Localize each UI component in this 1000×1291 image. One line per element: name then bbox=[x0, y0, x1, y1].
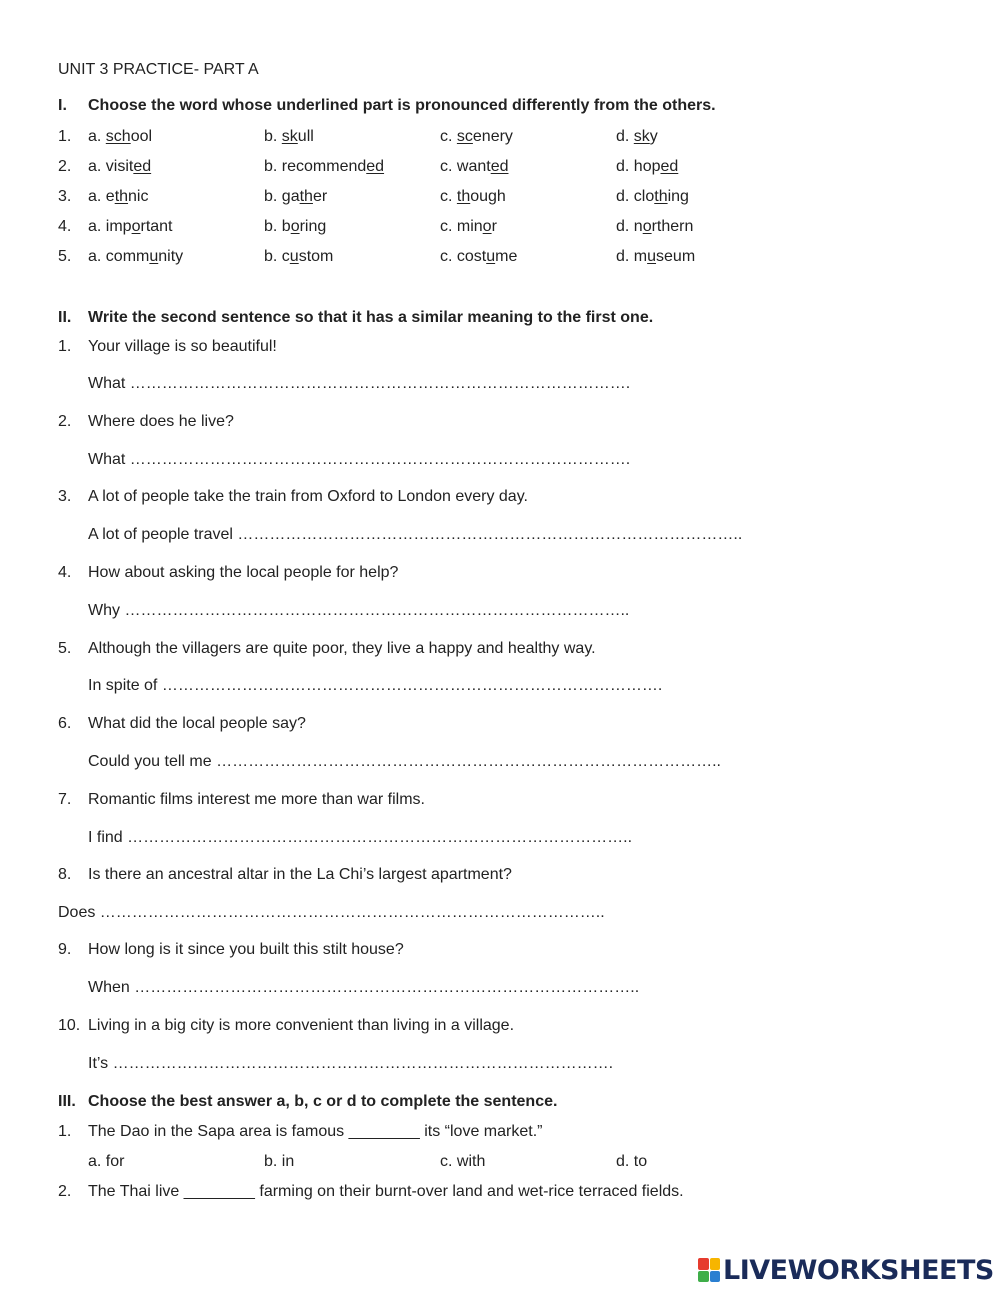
s1-q5-option-a[interactable]: a. community bbox=[88, 248, 184, 265]
s1-q1-option-b[interactable]: b. skull bbox=[264, 128, 314, 145]
worksheet-title: UNIT 3 PRACTICE- PART A bbox=[58, 61, 259, 78]
s1-q4-option-c[interactable]: c. minor bbox=[440, 218, 497, 235]
s1-q2-option-c[interactable]: c. wanted bbox=[440, 158, 509, 175]
s2-q6-answer-line[interactable]: Could you tell me ………………………………………………………………………………….. bbox=[88, 753, 721, 770]
s2-q6-number: 6. bbox=[58, 715, 72, 732]
s2-q9-answer-line[interactable]: When ………………………………………………………………………………….. bbox=[88, 979, 640, 996]
s1-q5-number: 5. bbox=[58, 248, 72, 265]
underlined-part: ed bbox=[366, 158, 385, 175]
s3-q1-text: The Dao in the Sapa area is famous ________ its “love market.” bbox=[88, 1123, 543, 1140]
s1-q5-option-c[interactable]: c. costume bbox=[440, 248, 518, 265]
underlined-part: o bbox=[642, 218, 652, 235]
s3-q2-text: The Thai live ________ farming on their burnt-over land and wet-rice terraced fields. bbox=[88, 1183, 684, 1200]
s2-q7-number: 7. bbox=[58, 791, 72, 808]
s2-q2-number: 2. bbox=[58, 413, 72, 430]
underlined-part: sch bbox=[105, 128, 131, 145]
s2-q3-prompt: A lot of people take the train from Oxford to London every day. bbox=[88, 488, 528, 505]
s2-q10-answer-line[interactable]: It’s …………………………………………………………………………………. bbox=[88, 1055, 614, 1072]
s1-q4-number: 4. bbox=[58, 218, 72, 235]
s2-q4-answer-line[interactable]: Why ………………………………………………………………………………….. bbox=[88, 602, 630, 619]
s2-q8-prompt: Is there an ancestral altar in the La Chi’s largest apartment? bbox=[88, 866, 512, 883]
s1-q5-option-d[interactable]: d. museum bbox=[616, 248, 696, 265]
s1-q3-number: 3. bbox=[58, 188, 72, 205]
s2-q4-prompt: How about asking the local people for help? bbox=[88, 564, 399, 581]
s3-q1-number: 1. bbox=[58, 1123, 72, 1140]
s1-q3-option-a[interactable]: a. ethnic bbox=[88, 188, 149, 205]
section-3-numeral: III. bbox=[58, 1093, 76, 1110]
underlined-part: sk bbox=[633, 128, 650, 145]
s1-q3-option-c[interactable]: c. though bbox=[440, 188, 506, 205]
s3-q1-option-c[interactable]: c. with bbox=[440, 1153, 486, 1170]
section-2-heading: Write the second sentence so that it has a similar meaning to the first one. bbox=[88, 309, 654, 326]
underlined-part: th bbox=[456, 188, 471, 205]
underlined-part: sk bbox=[281, 128, 298, 145]
s2-q7-answer-line[interactable]: I find ………………………………………………………………………………….. bbox=[88, 829, 633, 846]
s1-q1-option-a[interactable]: a. school bbox=[88, 128, 153, 145]
underlined-part: ed bbox=[490, 158, 509, 175]
liveworksheets-logo-icon bbox=[698, 1258, 720, 1282]
s2-q9-prompt: How long is it since you built this stilt house? bbox=[88, 941, 404, 958]
s2-q1-prompt: Your village is so beautiful! bbox=[88, 338, 277, 355]
s2-q5-answer-line[interactable]: In spite of …………………………………………………………………………………. bbox=[88, 677, 663, 694]
s2-q8-number: 8. bbox=[58, 866, 72, 883]
section-2-numeral: II. bbox=[58, 309, 72, 326]
underlined-part: o bbox=[482, 218, 492, 235]
s1-q2-option-d[interactable]: d. hoped bbox=[616, 158, 679, 175]
underlined-part: th bbox=[114, 188, 129, 205]
s2-q10-prompt: Living in a big city is more convenient than living in a village. bbox=[88, 1017, 515, 1034]
logo-text: LIVEWORKSHEETS bbox=[723, 1254, 994, 1286]
s2-q4-number: 4. bbox=[58, 564, 72, 581]
s2-q3-number: 3. bbox=[58, 488, 72, 505]
s1-q2-option-a[interactable]: a. visited bbox=[88, 158, 152, 175]
s3-q2-number: 2. bbox=[58, 1183, 72, 1200]
s3-q1-option-b[interactable]: b. in bbox=[264, 1153, 295, 1170]
underlined-part: o bbox=[131, 218, 141, 235]
underlined-part: u bbox=[289, 248, 299, 265]
s1-q1-option-d[interactable]: d. sky bbox=[616, 128, 658, 145]
s2-q1-answer-line[interactable]: What …………………………………………………………………………………. bbox=[88, 375, 631, 392]
s1-q1-number: 1. bbox=[58, 128, 72, 145]
section-1-heading: Choose the word whose underlined part is pronounced differently from the others. bbox=[88, 97, 716, 114]
section-1-numeral: I. bbox=[58, 97, 67, 114]
underlined-part: u bbox=[647, 248, 657, 265]
section-3-heading: Choose the best answer a, b, c or d to complete the sentence. bbox=[88, 1093, 558, 1110]
underlined-part: ed bbox=[133, 158, 152, 175]
underlined-part: th bbox=[654, 188, 668, 205]
s1-q4-option-a[interactable]: a. important bbox=[88, 218, 173, 235]
s1-q5-option-b[interactable]: b. custom bbox=[264, 248, 334, 265]
s2-q1-number: 1. bbox=[58, 338, 72, 355]
s2-q6-prompt: What did the local people say? bbox=[88, 715, 306, 732]
liveworksheets-logo[interactable] bbox=[698, 1256, 994, 1284]
s2-q5-number: 5. bbox=[58, 640, 72, 657]
s1-q4-option-d[interactable]: d. northern bbox=[616, 218, 694, 235]
s1-q2-number: 2. bbox=[58, 158, 72, 175]
underlined-part: u bbox=[149, 248, 159, 265]
s2-q2-prompt: Where does he live? bbox=[88, 413, 234, 430]
s3-q1-option-d[interactable]: d. to bbox=[616, 1153, 648, 1170]
s1-q3-option-d[interactable]: d. clothing bbox=[616, 188, 689, 205]
underlined-part: u bbox=[486, 248, 496, 265]
s2-q9-number: 9. bbox=[58, 941, 72, 958]
s2-q10-number: 10. bbox=[58, 1017, 81, 1034]
underlined-part: ed bbox=[660, 158, 679, 175]
s2-q2-answer-line[interactable]: What …………………………………………………………………………………. bbox=[88, 451, 631, 468]
underlined-part: o bbox=[290, 218, 300, 235]
s1-q2-option-b[interactable]: b. recommended bbox=[264, 158, 385, 175]
s2-q3-answer-line[interactable]: A lot of people travel ………………………………………………………………………………….. bbox=[88, 526, 743, 543]
s1-q1-option-c[interactable]: c. scenery bbox=[440, 128, 513, 145]
s3-q1-option-a[interactable]: a. for bbox=[88, 1153, 125, 1170]
s2-q7-prompt: Romantic films interest me more than war films. bbox=[88, 791, 425, 808]
underlined-part: sc bbox=[456, 128, 473, 145]
s2-q5-prompt: Although the villagers are quite poor, they live a happy and healthy way. bbox=[88, 640, 596, 657]
s1-q3-option-b[interactable]: b. gather bbox=[264, 188, 328, 205]
s1-q4-option-b[interactable]: b. boring bbox=[264, 218, 327, 235]
s2-q8-answer-line[interactable]: Does ………………………………………………………………………………….. bbox=[58, 904, 605, 921]
underlined-part: th bbox=[299, 188, 313, 205]
